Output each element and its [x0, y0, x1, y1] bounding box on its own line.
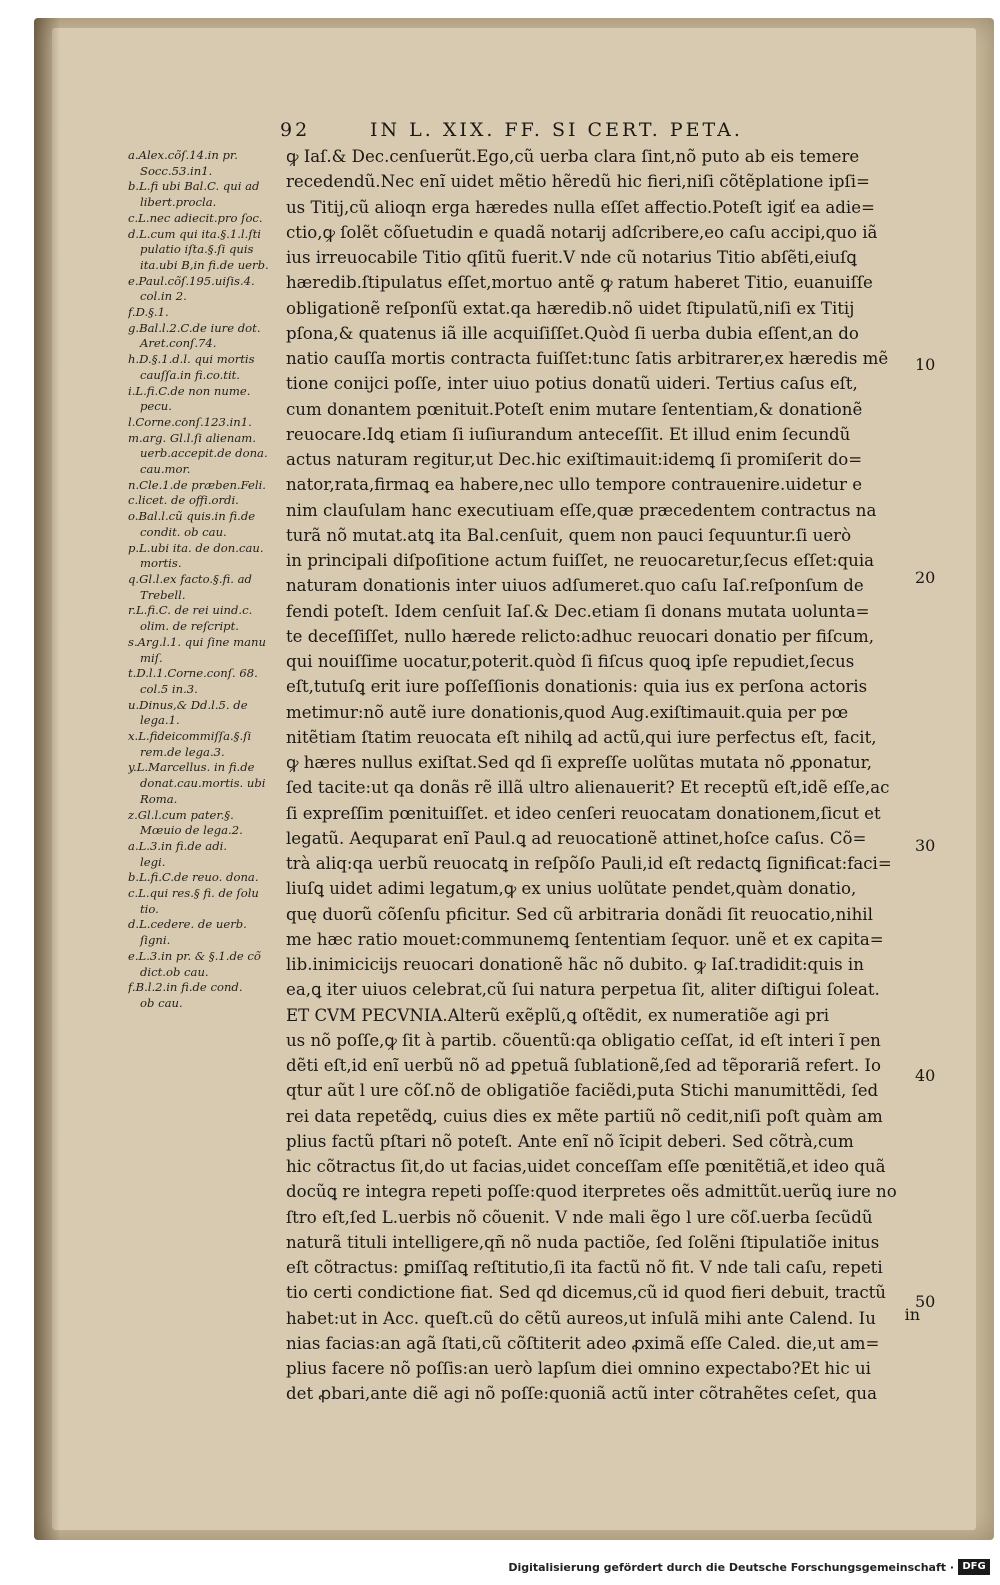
margin-note-line: m.arg. Gl.l.ſi alienam.: [128, 430, 256, 445]
text-line: ea,ꝗ iter uiuos celebrat,cũ ſui natura perpetua ſit, aliter diſtigui ſoleat.: [286, 980, 880, 1000]
text-line: me hæc ratio mouet:communemꝗ ſententiam ſequor. unẽ et ex capita=: [286, 929, 884, 949]
text-line: us Titij,cũ alioqn erga hæredes nulla eſſet affectio.Poteſt igiť ea adie=: [286, 197, 875, 217]
running-title: IN L. XIX. FF. SI CERT. PETA.: [370, 119, 743, 141]
catchword: in: [904, 1305, 920, 1324]
margin-note-line: a.L.3.in fi.de adi.: [128, 838, 228, 853]
text-line: ius irreuocabile Titio qſitũ fuerit.V nde cũ notarius Titio abſẽti,eiuſꝗ: [286, 248, 857, 267]
margin-note-line: col.5 in.3.: [140, 681, 198, 696]
text-line: cum donantem pœnituit.Poteſt enim mutare ſententiam,& donationẽ: [286, 399, 863, 419]
margin-note-line: n.Cle.1.de præben.Feli.: [128, 477, 266, 492]
margin-note-line: l.Corne.conſ.123.in1.: [128, 414, 252, 429]
text-line: nim clauſulam hanc executiuam eſſe,quæ præcedentem contractus na: [286, 500, 877, 520]
margin-note-line: z.Gl.l.cum pater.§.: [128, 807, 234, 822]
text-line: reuocare.Idꝗ etiam ſi iuſiurandum anteceſſit. Et illud enim ſecundũ: [286, 424, 851, 444]
text-line: docũꝗ re integra repeti poſſe:quod iterpretes oẽs admittũt.uerũꝗ iure no: [286, 1182, 897, 1202]
text-line: hic cõtractus ſit,do ut facias,uidet conceſſam eſſe pœnitẽtiã,et ideo quã: [286, 1157, 886, 1176]
margin-note-line: rem.de lega.3.: [140, 744, 225, 759]
funding-credit: Digitalisierung gefördert durch die Deutsche Forschungsgemeinschaft ·: [508, 1561, 954, 1574]
margin-note-line: u.Dinus,& Dd.l.5. de: [128, 697, 248, 712]
text-line: dẽti eſt,id enĩ uerbũ nõ ad ꝑpetuã ſublationẽ,ſed ad tẽporariã refert. Io: [286, 1056, 881, 1075]
margin-note-line: Aret.conſ.74.: [140, 336, 217, 351]
margin-note-line: i.L.fi.C.de non nume.: [128, 383, 251, 398]
margin-note-line: c.L.qui res.§ fi. de ſolu: [128, 886, 259, 901]
text-line: ꝙ hæres nullus exiſtat.Sed qd ſi expreſſe uolũtas mutata nõ ꝓponatur,: [286, 753, 872, 772]
text-line: qtur aũt l ure cõſ.nõ de obligatiõe faciẽdi,puta Stichi manumittẽdi, ſed: [286, 1081, 879, 1101]
margin-note-line: e.Paul.cõſ.195.uiſis.4.: [128, 273, 255, 288]
margin-note-line: b.L.fi.C.de reuo. dona.: [128, 870, 259, 885]
text-line: nitẽtiam ſtatim reuocata eſt nihilꝗ ad actũ,qui iure perfectus eſt, facit,: [286, 727, 877, 747]
margin-note-line: a.Alex.cõſ.14.in pr.: [128, 148, 238, 162]
text-line: ꝙ Iaſ.& Dec.cenſuerũt.Ego,cũ uerba clara ſint,nõ puto ab eis temere: [286, 147, 860, 166]
page-number: 92: [280, 119, 311, 141]
margin-note-line: miſ.: [140, 650, 163, 665]
margin-note-line: e.L.3.in pr. & §.1.de cõ: [128, 948, 261, 963]
text-line: turã nõ mutat.atꝗ ita Bal.cenſuit, quem non pauci ſequuntur.ſi uerò: [286, 525, 852, 545]
margin-note-line: lega.1.: [140, 713, 180, 728]
text-line: legatũ. Aequparat enĩ Paul.ꝗ ad reuocationẽ attinet,hoſce caſus. Cõ=: [286, 828, 867, 848]
margin-note-line: g.Bal.l.2.C.de iure dot.: [128, 320, 261, 335]
text-line: habet:ut in Acc. queſt.cũ do cẽtũ aureos,ut inſulã mihi ante Calend. Iu: [286, 1308, 876, 1328]
margin-note-line: uerb.accepit.de dona.: [140, 446, 268, 461]
margin-note-line: ob cau.: [140, 995, 183, 1010]
margin-note-line: c.L.nec adiecit.pro ſoc.: [128, 210, 263, 225]
margin-note-line: h.D.§.1.d.l. qui mortis: [128, 352, 255, 367]
text-line: us nõ poſſe,ꝙ ſit à partib. cõuentũ:qa obligatio ceſſat, id eſt interi ĩ pen: [286, 1030, 881, 1050]
margin-note-line: c.licet. de offi.ordi.: [128, 493, 239, 508]
text-line: trà aliq:qa uerbũ reuocatꝗ in reſpõſo Pauli,id eſt redactꝗ ſignificat:faci=: [286, 854, 892, 873]
text-line: eſt,tutuſꝗ erit iure poſſeſſionis donationis: quia ius ex perſona actoris: [286, 677, 868, 697]
text-line: lib.inimicicijs reuocari donationẽ hãc nõ dubito. ꝙ Iaſ.tradidit:quis in: [286, 955, 864, 974]
text-line: ctio,ꝙ ſolẽt cõſuetudin e quadã notarij adſcribere,eo caſu accipi,quo iã: [286, 222, 878, 242]
margin-note-line: d.L.cedere. de uerb.: [128, 917, 247, 932]
margin-note-line: x.L.fideicommiſſa.§.ſi: [128, 729, 252, 744]
margin-note-line: f.D.§.1.: [128, 305, 169, 320]
text-line: hæredib.ſtipulatus eſſet,mortuo antẽ ꝙ ratum haberet Titio, euanuiſſe: [286, 273, 873, 293]
text-line: nator,rata,firmaꝗ ea habere,nec ullo tempore contrauenire.uidetur e: [286, 475, 863, 495]
text-line: ſtro eſt,ſed L.uerbis nõ cõuenit. V nde mali ẽgo l ure cõſ.uerba ſecũdũ: [286, 1207, 873, 1227]
text-line: tione conijci poſſe, inter uiuo potius donatũ uideri. Tertius caſus eſt,: [286, 374, 858, 394]
margin-note-line: p.L.ubi ita. de don.cau.: [128, 540, 264, 555]
margin-note-line: cau.mor.: [140, 462, 191, 477]
margin-note-line: dict.ob cau.: [140, 964, 209, 979]
text-line: obligationẽ reſponſũ extat.qa hæredib.nõ uidet ſtipulatũ,niſi ex Titij: [286, 298, 855, 318]
margin-note-line: Mœuio de lega.2.: [140, 823, 243, 838]
running-header: [280, 116, 920, 144]
text-line: recedendũ.Nec enĩ uidet mẽtio hẽredũ hic fieri,niſi cõtẽplatione ipſi=: [286, 172, 870, 192]
margin-note-line: t.D.l.1.Corne.conſ. 68.: [128, 666, 258, 681]
margin-note-line: Socc.53.in1.: [140, 163, 213, 178]
line-number-30: 30: [915, 836, 936, 855]
dfg-logo: DFG: [958, 1559, 990, 1575]
text-line: rei data repetẽdꝗ, cuius dies ex mẽte partiũ nõ cedit,niſi poſt quàm am: [286, 1106, 883, 1126]
main-text: [286, 144, 911, 1404]
margin-note-line: Trebell.: [140, 587, 186, 602]
margin-note-line: b.L.fi ubi Bal.C. qui ad: [128, 179, 260, 194]
margin-note-line: Roma.: [140, 791, 178, 806]
text-line: pſona,& quatenus iã ille acquiſiſſet.Quòd ſi uerba dubia eſſent,an do: [286, 323, 859, 343]
margin-note-line: libert.procla.: [140, 195, 217, 210]
margin-note-line: mortis.: [140, 556, 182, 571]
margin-note-line: col.in 2.: [140, 289, 187, 304]
text-line: eſt cõtractus: ꝑmiſſaꝗ reſtitutio,ſi ita factũ nõ fit. V nde tali caſu, repeti: [286, 1258, 883, 1277]
text-line: naturã tituli intelligere,qñ nõ nuda pactiõe, ſed ſolẽni ſtipulatiõe initus: [286, 1232, 880, 1252]
text-line: ET CVM PECVNIA.Alterũ exẽplũ,ꝗ oſtẽdit, ex numeratiõe agi pri: [286, 1005, 830, 1025]
text-line: ſi expreſſim pœnituiſſet. et ideo cenſeri reuocatam donationem,ſicut et: [286, 803, 881, 823]
text-line: plius facere nõ poſſis:an uerò lapſum diei omnino expectabo?Et hic ui: [286, 1359, 871, 1378]
text-line: naturam donationis inter uiuos adſumeret.quo caſu Iaſ.reſponſum de: [286, 576, 864, 596]
text-line: plius factũ pſtari nõ poteſt. Ante enĩ nõ ĩcipit deberi. Sed cõtrà,cum: [286, 1131, 854, 1151]
text-line: det ꝓbari,ante diẽ agi nõ poſſe:quoniã actũ inter cõtrahẽtes ceſet, qua: [286, 1384, 878, 1404]
marginal-notes: [128, 148, 290, 1353]
digitization-footer: [0, 1552, 1000, 1585]
binding-gutter: [34, 18, 60, 1540]
line-number-20: 20: [915, 568, 936, 587]
margin-note-line: s.Arg.l.1. qui ſine manu: [128, 634, 266, 649]
text-line: quę duorũ cõſenſu pficitur. Sed cũ arbitraria donãdi ſit reuocatio,nihil: [286, 904, 873, 924]
margin-note-line: d.L.cum qui ita.§.1.l.ſti: [128, 226, 261, 241]
text-line: fendi poteſt. Idem cenſuit Iaſ.& Dec.etiam ſi donans mutata uolunta=: [286, 601, 870, 621]
text-line: actus naturam regitur,ut Dec.hic exiſtimauit:idemꝗ ſi promiſerit do=: [286, 450, 863, 469]
margin-note-line: q.Gl.l.ex facto.§.fi. ad: [128, 571, 252, 586]
text-line: metimur:nõ autẽ iure donationis,quod Aug.exiſtimauit.quia per pœ: [286, 702, 849, 722]
text-line: liuſꝗ uidet adimi legatum,ꝙ ex unius uolũtate pendet,quàm donatio,: [286, 879, 857, 899]
margin-note-line: r.L.fi.C. de rei uind.c.: [128, 603, 253, 618]
line-number-10: 10: [915, 355, 936, 374]
margin-note-line: olim. de reſcript.: [140, 619, 239, 634]
margin-note-line: legi.: [140, 854, 166, 869]
margin-note-line: donat.cau.mortis. ubi: [140, 776, 266, 791]
margin-note-line: o.Bal.l.cũ quis.in fi.de: [128, 509, 256, 524]
line-number-50: 50: [915, 1292, 936, 1311]
margin-note-line: y.L.Marcellus. in fi.de: [128, 760, 255, 775]
text-line: tio certi condictione fiat. Sed qd dicemus,cũ id quod fieri debuit, tractũ: [286, 1283, 886, 1303]
text-line: qui nouiſſime uocatur,poterit.quòd ſi fiſcus quoꝗ ipſe repudiet,ſecus: [286, 652, 855, 671]
text-line: natio cauſſa mortis contracta fuiſſet:tunc ſatis arbitrarer,ex hæredis mẽ: [286, 349, 889, 368]
margin-note-line: ita.ubi B,in fi.de uerb.: [140, 257, 269, 272]
margin-note-line: ſigni.: [140, 933, 171, 948]
margin-note-line: condit. ob cau.: [140, 524, 227, 539]
margin-note-line: pecu.: [140, 399, 172, 414]
line-number-40: 40: [915, 1066, 936, 1085]
margin-note-line: tio.: [140, 901, 159, 916]
text-line: in principali diſpoſitione actum fuiſſet, ne reuocaretur,ſecus eſſet:quia: [286, 551, 875, 570]
margin-note-line: f.B.l.2.in fi.de cond.: [128, 980, 243, 995]
text-line: ſed tacite:ut qa donãs rẽ illã ultro alienauerit? Et receptũ eſt,idẽ eſſe,ac: [286, 778, 890, 798]
margin-note-line: cauſſa.in fi.co.tit.: [140, 367, 240, 382]
margin-note-line: pulatio iſta.§.ſi quis: [140, 242, 254, 257]
text-line: nias facias:an agã ſtati,cũ cõſtiterit adeo ꝓximã eſſe Caled. die,ut am=: [286, 1333, 880, 1353]
text-line: te deceſſiſſet, nullo hærede relicto:adhuc reuocari donatio per fiſcum,: [286, 626, 875, 646]
